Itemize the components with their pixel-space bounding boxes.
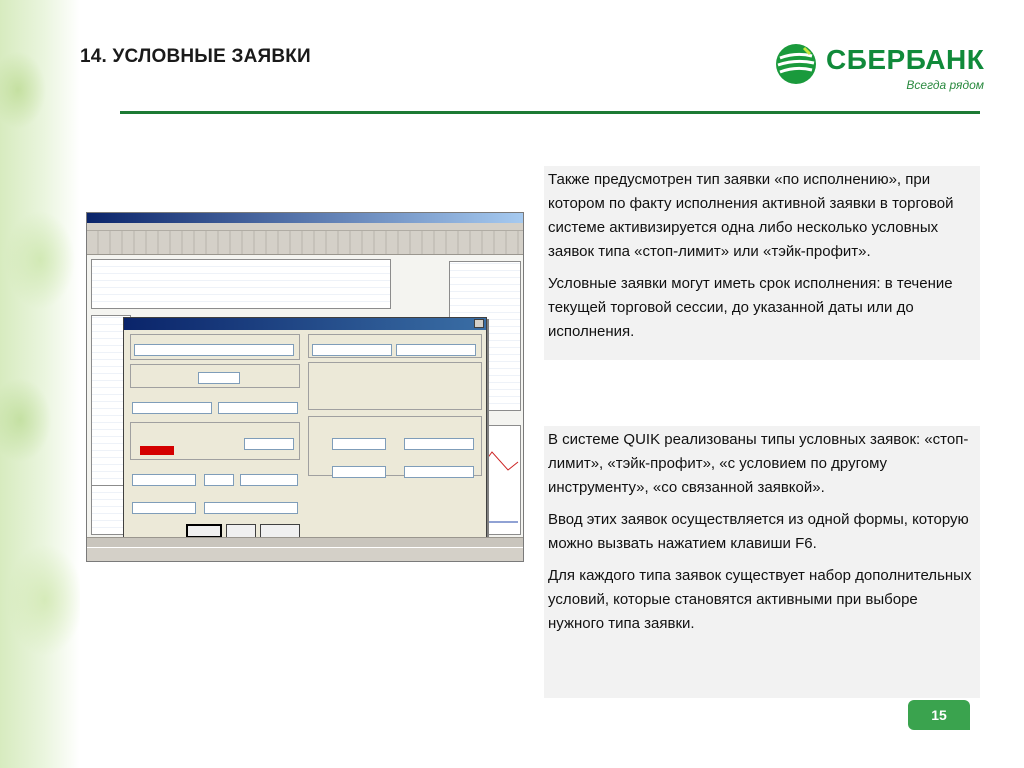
expiry-date-field[interactable] bbox=[198, 372, 240, 384]
window-titlebar bbox=[87, 213, 523, 223]
workspace bbox=[87, 255, 523, 537]
instrument-select[interactable] bbox=[132, 402, 212, 414]
logo-name: СБЕРБАНК bbox=[826, 44, 985, 75]
dialog-titlebar bbox=[124, 318, 486, 330]
paragraph: Для каждого типа заявок существует набор дополнительных условий, которые становятся активными при выборе нужного типа заявки. bbox=[548, 567, 972, 632]
paragraph: В системе QUIK реализованы типы условных заявок: «стоп-лимит», «тэйк-профит», «с условием по другому инструменту», «со связанной заявкой». bbox=[548, 431, 969, 496]
sberbank-logo-icon bbox=[774, 42, 818, 86]
submit-button[interactable] bbox=[186, 524, 222, 538]
less-button[interactable] bbox=[260, 524, 300, 538]
profit-offset-field[interactable] bbox=[332, 438, 386, 450]
linked-instrument-select[interactable] bbox=[396, 344, 476, 356]
window-tabs bbox=[87, 537, 523, 547]
text-box-order-by-execution bbox=[544, 166, 980, 360]
quantity-field[interactable] bbox=[240, 474, 298, 486]
stop-order-dialog bbox=[123, 317, 487, 541]
paragraph: Также предусмотрен тип заявки «по исполнению», при котором по факту исполнения активной заявки в торговой системе активизируется одна либо несколько условных заявок типа «стоп-лимит» или «тэйк-профит». bbox=[548, 171, 954, 260]
account-select[interactable] bbox=[218, 402, 298, 414]
protective-spread-field[interactable] bbox=[332, 466, 386, 478]
cancel-button[interactable] bbox=[226, 524, 256, 538]
page-number-badge: 15 bbox=[908, 700, 970, 730]
logo-tagline: Всегда рядом bbox=[906, 78, 984, 92]
leaf-background bbox=[0, 0, 80, 768]
price-field[interactable] bbox=[132, 474, 196, 486]
client-code-field[interactable] bbox=[132, 502, 196, 514]
title-divider bbox=[120, 111, 980, 114]
linked-order-group bbox=[308, 362, 482, 410]
portfolio-table bbox=[91, 259, 391, 309]
quik-screenshot bbox=[86, 212, 524, 562]
sell-radio-highlight[interactable] bbox=[140, 446, 174, 455]
profit-offset-units-select[interactable] bbox=[404, 438, 474, 450]
close-icon[interactable] bbox=[474, 319, 484, 328]
paragraph: Ввод этих заявок осуществляется из одной формы, которую можно вызвать нажатием клавиши F6. bbox=[548, 511, 969, 552]
slide-title: 14. УСЛОВНЫЕ ЗАЯВКИ bbox=[80, 46, 311, 67]
spread-units-select[interactable] bbox=[404, 466, 474, 478]
window-menubar bbox=[87, 223, 523, 231]
text-box-quik-order-types bbox=[544, 426, 980, 698]
instruction-field[interactable] bbox=[204, 502, 298, 514]
window-statusbar bbox=[87, 547, 523, 562]
lot-field[interactable] bbox=[204, 474, 234, 486]
order-type-select[interactable] bbox=[134, 344, 294, 356]
window-toolbar bbox=[87, 231, 523, 255]
linked-class-select[interactable] bbox=[312, 344, 392, 356]
paragraph: Условные заявки могут иметь срок исполнения: в течение текущей торговой сессии, до указанной даты или до исполнения. bbox=[548, 275, 953, 340]
activation-price-field[interactable] bbox=[244, 438, 294, 450]
sberbank-logo bbox=[774, 40, 984, 96]
